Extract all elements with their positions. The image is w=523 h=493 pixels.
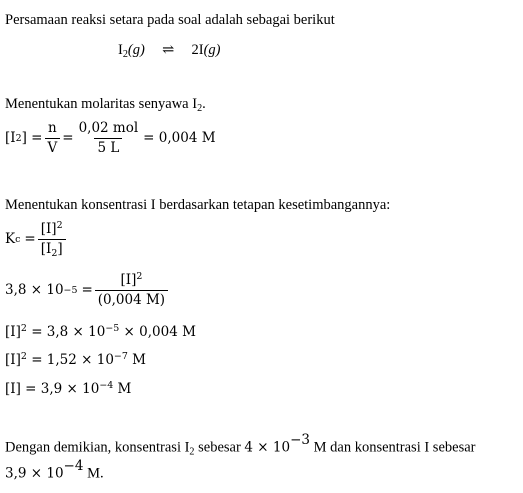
kc-substitution: 3,8 × 10 −5 = $\frac{[I]^2}{(0,004 M)}$ — [5, 274, 170, 307]
reactant-state: (g) — [127, 42, 145, 58]
molarity-result: = 0,004 M — [143, 129, 216, 146]
i-squared-product: $[I]^2 = 3,8 \times 10^{-5} \times 0,004$ M — [5, 322, 196, 340]
step2-heading: Menentukan konsentrasi I berdasarkan tetapan kesetimbangannya: — [5, 197, 391, 213]
step1-heading: Menentukan molaritas senyawa $I_2$. — [5, 96, 206, 115]
reactant-subscript: 2 — [122, 49, 128, 61]
molarity-equation: [I 2 ] = $\frac{n}{V}$ = $\frac{\text{0,02 mol}}{5 L}$ = 0,004 M — [5, 120, 216, 156]
conclusion-line1: Dengan demikian, konsentrasi $I_2$ sebesar $4 \times 10^{-3}$ M dan konsentrasi I sebesar — [5, 432, 476, 458]
kc-expression: K c = $\frac{[I]^2}{[I_2]}$ — [5, 223, 68, 256]
conclusion-line2: $3,9 \times 10^{-4}$ M. — [5, 458, 104, 482]
n-over-v-fraction: $\frac{n}{V}$ — [45, 122, 61, 155]
product-state: (g) — [203, 42, 221, 58]
product: 2I — [191, 42, 204, 58]
substitution-fraction: $\frac{[I]^2}{(0,004 M)}$ — [95, 274, 168, 307]
i-squared-value: $[I]^2 = 1,52 \times 10^{-7}$ M — [5, 350, 146, 368]
kc-fraction: $\frac{[I]^2}{[I_2]}$ — [38, 223, 66, 256]
equilibrium-arrow: ⇌ — [162, 42, 175, 58]
mol-over-volume-fraction: $\frac{\text{0,02 mol}}{5 L}$ — [78, 120, 139, 156]
intro-text: Persamaan reaksi setara pada soal adalah sebagai berikut — [5, 12, 335, 28]
i-concentration-result: $[I] = 3,9 \times 10^{-4}$ M — [5, 379, 132, 397]
reactant: I — [118, 42, 123, 58]
reaction-equation — [118, 42, 221, 61]
